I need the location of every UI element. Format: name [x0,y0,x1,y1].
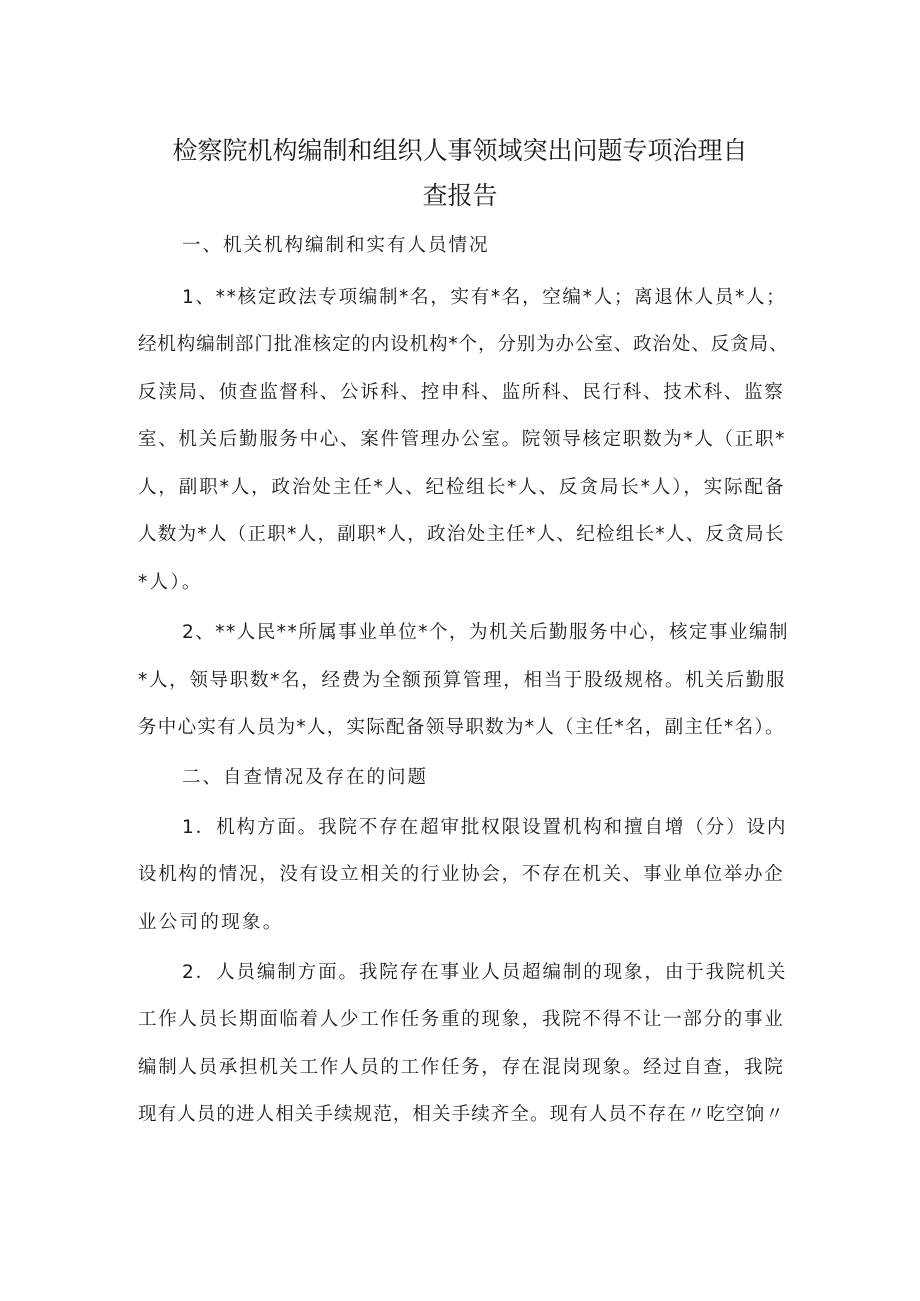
paragraph-4-line-2: 工作人员长期面临着人少工作任务重的现象，我院不得不让一部分的事业 [138,1009,785,1030]
paragraph-3-line-3: 业公司的现象。 [138,912,284,933]
paragraph-1-line-5: 人，副职*人，政治处主任*人、纪检组长*人、反贪局长*人），实际配备 [138,477,786,498]
paragraph-2-line-3: 务中心实有人员为*人，实际配备领导职数为*人（主任*名，副主任*名）。 [138,717,785,738]
paragraph-4-line-1: 2．人员编制方面。我院存在事业人员超编制的现象，由于我院机关 [182,962,788,983]
document-title-line-1: 检察院机构编制和组织人事领域突出问题专项治理自 [172,136,748,165]
paragraph-1-line-7: *人）。 [138,572,203,593]
paragraph-2-line-1: 2、**人民**所属事业单位*个，为机关后勤服务中心，核定事业编制 [182,622,790,643]
paragraph-4-line-4: 现有人员的进人相关手续规范，相关手续齐全。现有人员不存在〃吃空饷〃 [138,1104,785,1125]
document-title-line-2: 查报告 [422,181,498,210]
section-heading-2: 二、自查情况及存在的问题 [182,767,429,788]
paragraph-1-line-4: 室、机关后勤服务中心、案件管理办公室。院领导核定职数为*人（正职* [138,429,787,450]
paragraph-3-line-2: 设机构的情况，没有设立相关的行业协会，不存在机关、事业单位举办企 [138,864,785,885]
paragraph-1-line-2: 经机构编制部门批准核定的内设机构*个，分别为办公室、政治处、反贪局、 [138,334,789,355]
paragraph-2-line-2: *人，领导职数*名，经费为全额预算管理，相当于股级规格。机关后勤服 [138,670,787,691]
paragraph-1-line-3: 反渎局、侦查监督科、公诉科、控申科、监所科、民行科、技术科、监察 [138,382,785,403]
section-heading-1: 一、机关机构编制和实有人员情况 [182,235,490,256]
paragraph-4-line-3: 编制人员承担机关工作人员的工作任务，存在混岗现象。经过自查，我院 [138,1057,785,1078]
paragraph-3-line-1: 1．机构方面。我院不存在超审批权限设置机构和擅自增（分）设内 [182,817,788,838]
paragraph-1-line-1: 1、**核定政法专项编制*名，实有*名，空编*人；离退休人员*人； [182,287,787,308]
paragraph-1-line-6: 人数为*人（正职*人，副职*人，政治处主任*人、纪检组长*人、反贪局长 [138,524,785,545]
